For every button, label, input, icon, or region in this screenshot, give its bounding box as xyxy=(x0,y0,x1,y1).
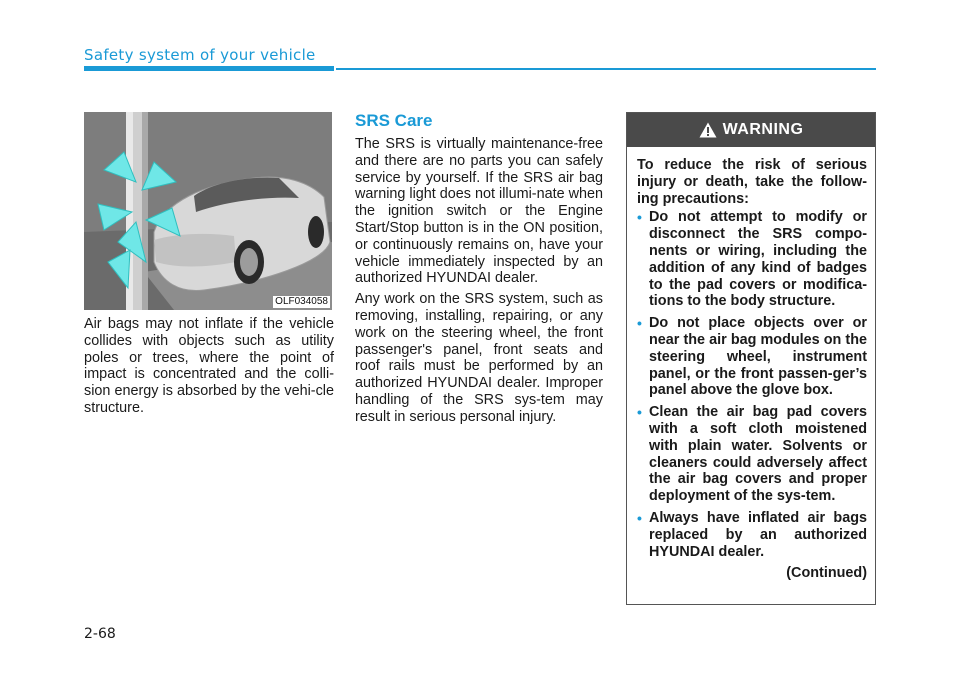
car-hitting-pole-drawing xyxy=(84,112,332,310)
warning-item-text: Do not place objects over or near the air bag modules on the steering wheel, instrument panel, or the front passen-ger’s panel above the glove box. xyxy=(649,315,867,399)
header-rule-thick xyxy=(84,66,334,71)
warning-item xyxy=(637,404,867,505)
warning-body xyxy=(627,147,875,582)
warning-item xyxy=(637,510,867,560)
srs-care-body xyxy=(355,136,603,430)
section-title: Safety system of your vehicle xyxy=(84,46,316,64)
srs-care-paragraph-2: Any work on the SRS system, such as removing, installing, repairing, or any work on the steering wheel, the front passenger's panel, front seats and roof rails must be performed by an authorized HYUNDAI dealer. Improper handling of the SRS sys-tem may result in serious personal injury. xyxy=(355,291,603,425)
warning-item xyxy=(637,315,867,399)
warning-box xyxy=(626,112,876,605)
srs-care-heading: SRS Care xyxy=(355,111,433,130)
bullet-icon: • xyxy=(637,209,642,226)
warning-intro: To reduce the risk of serious injury or death, take the follow-ing precautions: xyxy=(637,157,867,207)
warning-item xyxy=(637,209,867,310)
warning-triangle-icon xyxy=(699,122,717,138)
warning-list xyxy=(637,209,867,560)
bullet-icon: • xyxy=(637,509,642,526)
page-number: 2-68 xyxy=(84,626,116,642)
bullet-icon: • xyxy=(637,404,642,421)
warning-header xyxy=(627,113,875,147)
continued-label: (Continued) xyxy=(786,565,867,582)
collision-illustration xyxy=(84,112,332,310)
header-rule-thin xyxy=(336,68,876,70)
warning-title: WARNING xyxy=(722,121,804,138)
srs-care-paragraph-1: The SRS is virtually maintenance-free and there are no parts you can safely service by yourself. If the SRS air bag warning light does not illumi-nate when the ignition switch or the Engine Start/Stop button is in the ON position, or continuously remains on, have your vehicle immediately inspected by an authorized HYUNDAI dealer. xyxy=(355,136,603,287)
bullet-icon: • xyxy=(637,315,642,332)
warning-item-text: Do not attempt to modify or disconnect the SRS compo-nents or wiring, including the addition of any kind of badges to the pad covers or modifica-tions to the body structure. xyxy=(649,209,867,310)
caption-text: Air bags may not inflate if the vehicle collides with objects such as utility poles or trees, where the point of impact is concentrated and the colli-sion energy is absorbed by the vehi-cle structure. xyxy=(84,316,334,416)
warning-item-text: Always have inflated air bags replaced by an authorized HYUNDAI dealer. xyxy=(649,509,867,560)
figure-code: OLF034058 xyxy=(275,296,328,307)
warning-item-text: Clean the air bag pad covers with a soft cloth moistened with plain water. Solvents or cleaners could adversely affect the air bag covers and proper deployment of the sys-tem. xyxy=(649,404,867,505)
figure-caption xyxy=(84,316,334,421)
